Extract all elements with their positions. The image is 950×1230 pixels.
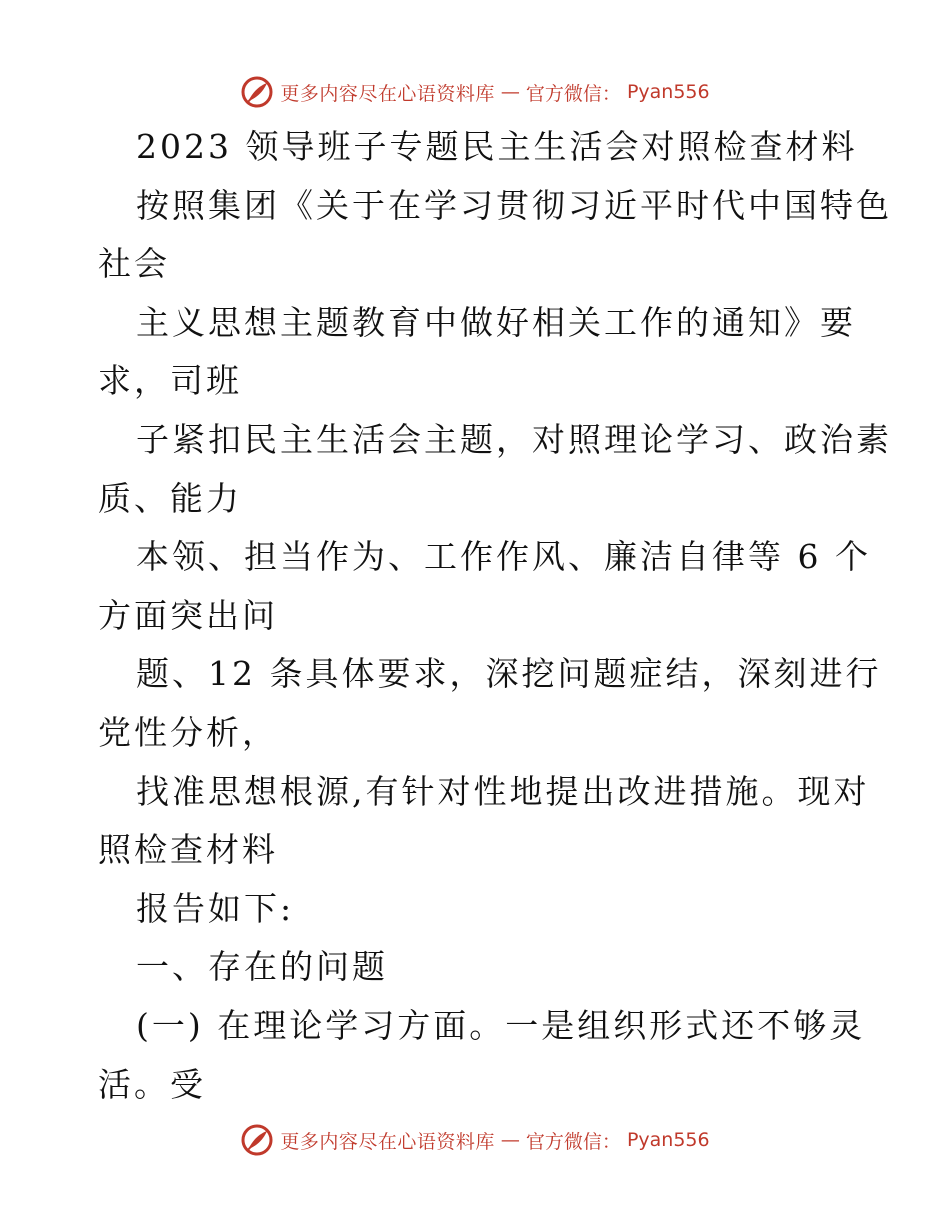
watermark-text: 更多内容尽在心语资料库 [280, 1130, 495, 1153]
document-body [98, 118, 892, 1114]
paragraph-line: 报告如下: [136, 888, 295, 928]
section-heading: 一、存在的问题 [136, 947, 388, 987]
paragraph-line: 子紧扣民主生活会主题，对照理论学习、政治素 [136, 419, 892, 459]
paragraph-line: 党性分析， [98, 712, 278, 752]
watermark-official-label: 官方微信： [525, 82, 621, 105]
feather-quill-logo-icon [240, 75, 274, 109]
watermark-footer [0, 1120, 950, 1160]
watermark-wechat-id: Pyan556 [626, 1129, 710, 1151]
watermark-text: 更多内容尽在心语资料库 [280, 82, 495, 105]
paragraph-line: 题、12 条具体要求，深挖问题症结，深刻进行 [136, 654, 882, 694]
paragraph-line: 求，司班 [98, 361, 242, 401]
paragraph-line: 本领、担当作为、工作作风、廉洁自律等 6 个 [136, 537, 871, 577]
watermark-separator: — [500, 81, 520, 103]
paragraph-line: 社会 [98, 244, 170, 284]
watermark-official-label: 官方微信： [525, 1130, 621, 1153]
paragraph-line: 找准思想根源,有针对性地提出改进措施。现对 [136, 771, 870, 811]
watermark-header [0, 72, 950, 112]
paragraph-line: 照检查材料 [98, 830, 278, 870]
paragraph-line: 方面突出问 [98, 595, 278, 635]
feather-quill-logo-icon [240, 1123, 274, 1157]
paragraph-line: 质、能力 [98, 478, 242, 518]
watermark-wechat-id: Pyan556 [626, 81, 710, 103]
subsection-heading: (一) 在理论学习方面。一是组织形式还不够灵 [136, 1005, 866, 1045]
paragraph-line: 主义思想主题教育中做好相关工作的通知》要 [136, 302, 856, 342]
paragraph-line: 活。受 [98, 1064, 206, 1104]
document-title: 2023 领导班子专题民主生活会对照检查材料 [136, 127, 858, 166]
watermark-separator: — [500, 1129, 520, 1151]
paragraph-line: 按照集团《关于在学习贯彻习近平时代中国特色 [136, 185, 892, 225]
